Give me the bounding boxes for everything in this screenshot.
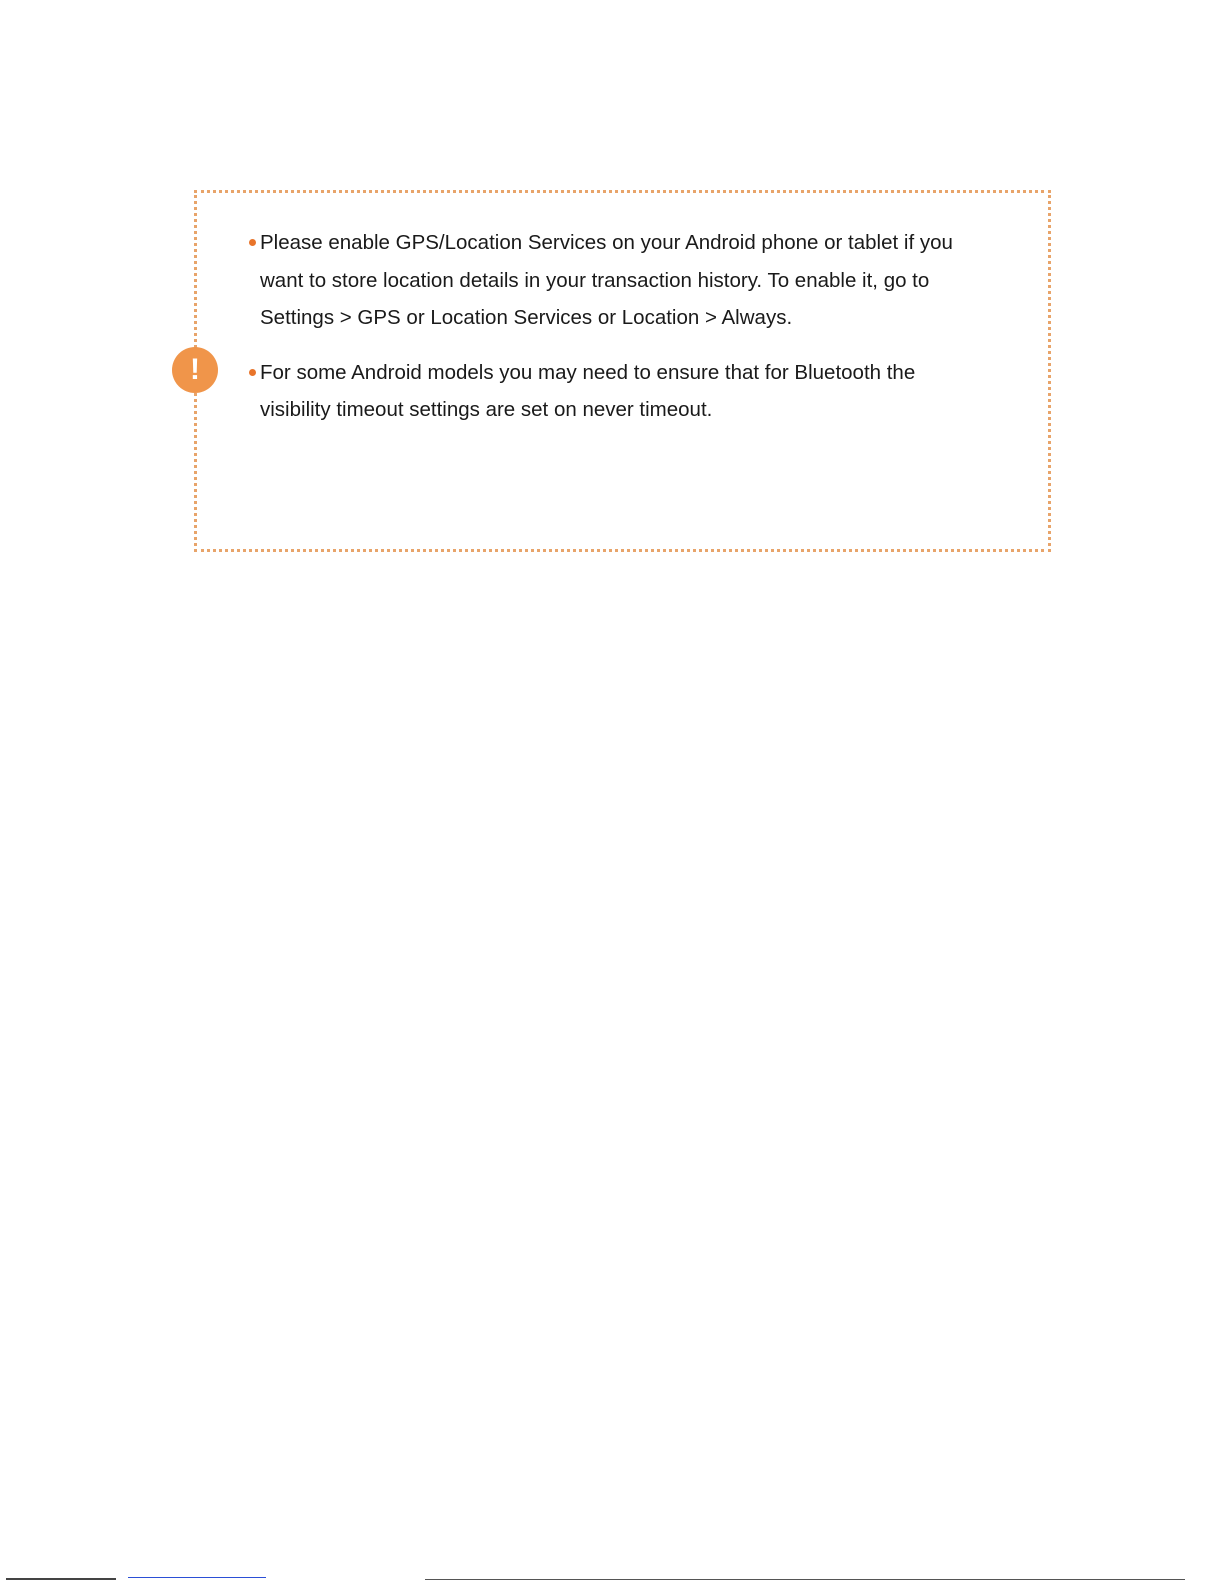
note-item-text: For some Android models you may need to ensure that for Bluetooth the visibility timeout settings are set on never timeout. [260, 360, 916, 421]
bullet-dot-icon [249, 369, 256, 376]
footer-fragment [6, 1578, 116, 1580]
note-bullet-list [249, 224, 979, 446]
exclamation-icon [172, 347, 218, 393]
note-item-gps [249, 224, 979, 337]
footer-link-underline [128, 1577, 266, 1578]
note-item-text: Please enable GPS/Location Services on your Android phone or tablet if you want to store location details in your transaction history. To enable it, go to Settings > GPS or Location Services or Location > Always. [260, 231, 953, 329]
footer-rule [425, 1579, 1185, 1580]
bullet-dot-icon [249, 239, 256, 246]
exclamation-glyph: ! [190, 353, 200, 386]
note-item-bluetooth [249, 354, 979, 429]
